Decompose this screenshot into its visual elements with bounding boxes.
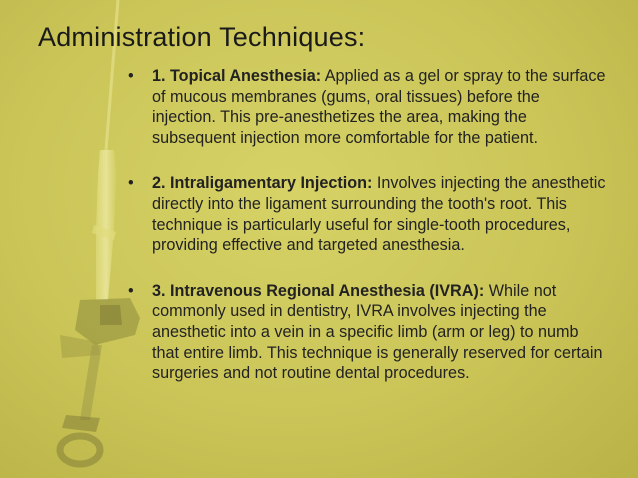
bullet-text: Involves injecting the anesthetic directly into the ligament surrounding the tooth's root. This technique is particularly useful for single-tooth procedures, providing effective and targeted anesthesia. (152, 174, 606, 255)
bullet-list (128, 66, 608, 409)
bullet-text: While not commonly used in dentistry, IVRA involves injecting the anesthetic into a vein in a specific limb (arm or leg) to numb that entire limb. This technique is generally reserved for certain surgeries and not routine dental procedures. (152, 281, 603, 383)
bullet-ivra (128, 281, 608, 384)
bullet-topical-anesthesia (128, 66, 608, 148)
bullet-heading: 3. Intravenous Regional Anesthesia (IVRA): (152, 281, 485, 300)
bullet-heading: 1. Topical Anesthesia: (152, 67, 322, 85)
slide-title: Administration Techniques: (38, 22, 366, 52)
bullet-text: Applied as a gel or spray to the surface of mucous membranes (gums, oral tissues) before the injection. This pre-anesthetizes the area, making the subsequent injection more comfortable for the patient. (152, 67, 606, 147)
bullet-heading: 2. Intraligamentary Injection: (152, 174, 373, 193)
bullet-intraligamentary-injection (128, 173, 608, 255)
